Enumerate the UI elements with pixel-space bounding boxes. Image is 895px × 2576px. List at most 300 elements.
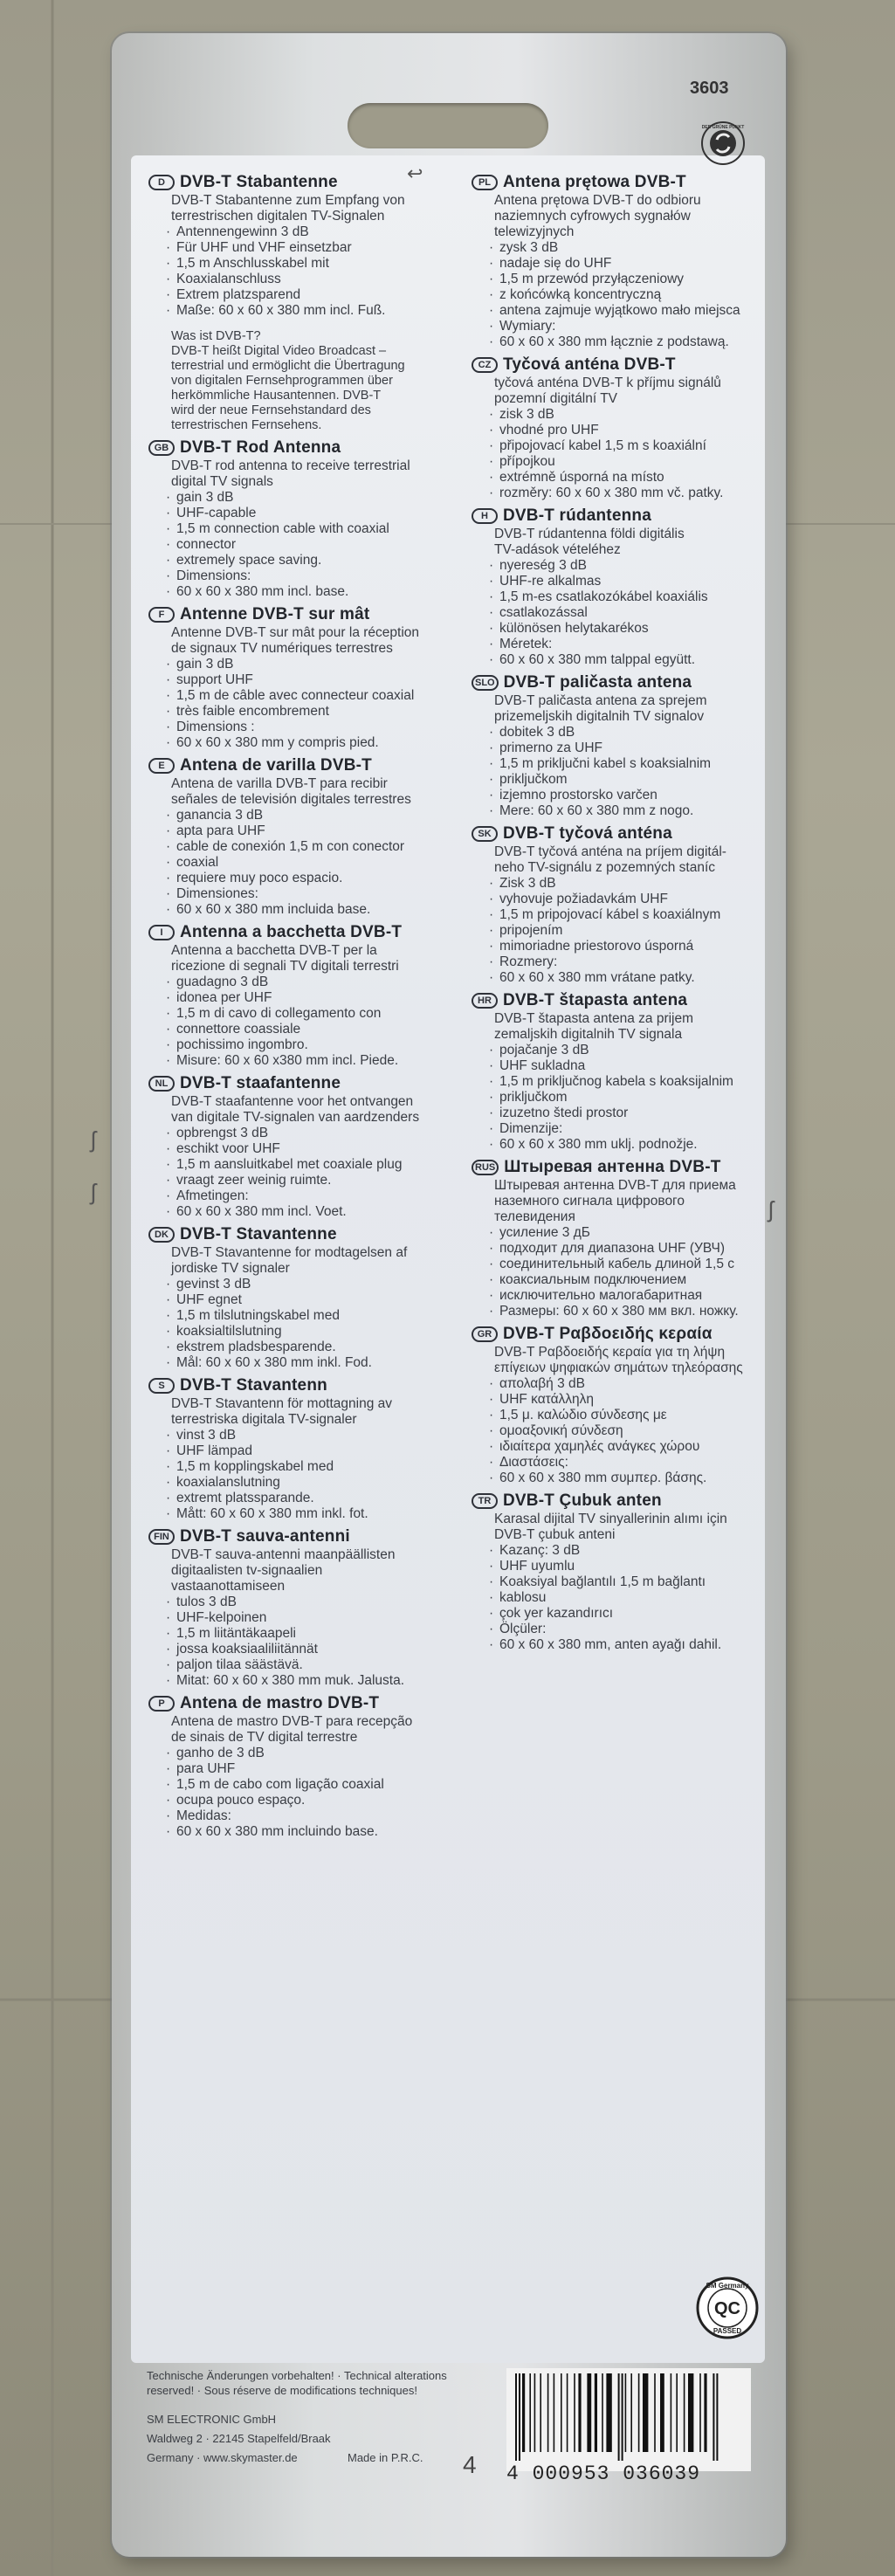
section-intro	[494, 1345, 777, 1376]
country-code-badge: RUS	[472, 1160, 499, 1175]
intro-line: DVB-T rúdantenna földi digitális	[494, 527, 685, 541]
intro-line: DVB-T štapasta antena za prijem	[494, 1011, 694, 1026]
intro-line: vastaanottamiseen	[171, 1579, 286, 1594]
company-name: SM ELECTRONIC GmbH	[147, 2413, 277, 2426]
feature-item: · 1,5 m connection cable with coaxial	[176, 521, 459, 537]
recycling-icon	[700, 121, 746, 166]
intro-line: telewizyjnych	[494, 224, 575, 239]
feature-list	[472, 558, 777, 668]
intro-line: naziemnych cyfrowych sygnałów	[494, 209, 691, 224]
feature-list	[148, 224, 459, 319]
feature-item: · ιδιαίτερα χαμηλές ανάγκες χώρου	[499, 1439, 777, 1455]
intro-line: neho TV-signálu z pozemných staníc	[494, 860, 716, 875]
language-section-gr	[472, 1325, 777, 1486]
barcode-bar	[574, 2373, 575, 2452]
intro-line: de sinais de TV digital terrestre	[171, 1730, 358, 1745]
intro-line: ricezione di segnali TV digitali terrestri	[171, 959, 399, 974]
feature-item: · mimoriadne priestorovo úsporná	[499, 939, 777, 954]
feature-item: · 60 x 60 x 380 mm łącznie z podstawą.	[499, 334, 777, 350]
country-code-badge: FIN	[148, 1529, 175, 1545]
feature-item: · nyereség 3 dB	[499, 558, 777, 574]
section-header	[148, 1074, 459, 1093]
feature-item: · 1,5 m priključnog kabela s koaksijalnim	[499, 1074, 777, 1090]
dvbt-explanation	[171, 329, 459, 433]
intro-line: Karasal dijital TV sinyallerinin alımı için	[494, 1512, 727, 1526]
feature-item: · paljon tilaa säästävä.	[176, 1657, 459, 1673]
section-title: Antena de varilla DVB-T	[180, 756, 372, 775]
feature-item: · Für UHF und VHF einsetzbar	[176, 240, 459, 256]
country-code-badge: P	[148, 1696, 175, 1712]
feature-item: · 1,5 m pripojovací kábel s koaxiálnym	[499, 907, 777, 923]
language-section-pl	[472, 173, 777, 350]
note-line: terrestrischen Fernsehens.	[171, 418, 322, 432]
feature-list	[472, 1543, 777, 1653]
feature-list	[148, 1277, 459, 1371]
section-title: Штыревая антенна DVB-T	[504, 1158, 721, 1176]
intro-line: телевидения	[494, 1209, 575, 1224]
feature-item: · extremt platssparande.	[176, 1491, 459, 1506]
feature-list	[148, 808, 459, 918]
svg-text:SM Germany: SM Germany	[706, 2282, 749, 2290]
section-intro	[494, 693, 777, 725]
section-header	[472, 173, 777, 192]
language-section-gb	[148, 438, 459, 600]
barcode-bar	[540, 2373, 541, 2452]
feature-item: · 60 x 60 x 380 mm incluida base.	[176, 902, 459, 918]
barcode-bar	[622, 2373, 623, 2461]
feature-item: · ekstrem pladsbesparende.	[176, 1340, 459, 1355]
section-title: DVB-T tyčová anténa	[503, 824, 672, 843]
company-country-web: Germany · www.skymaster.de	[147, 2451, 298, 2464]
feature-item: · rozměry: 60 x 60 x 380 mm vč. patky.	[499, 486, 777, 501]
language-section-f	[148, 605, 459, 751]
feature-list	[148, 1595, 459, 1689]
feature-item: · antena zajmuje wyjątkowo mało miejsca	[499, 303, 777, 319]
feature-item: · UHF-capable	[176, 506, 459, 521]
feature-item: · guadagno 3 dB	[176, 975, 459, 990]
feature-item: · Mått: 60 x 60 x 380 mm inkl. fot.	[176, 1506, 459, 1522]
barcode-bar	[716, 2373, 718, 2461]
feature-item: · nadaje się do UHF	[499, 256, 777, 272]
qc-passed-seal-icon	[695, 2276, 760, 2340]
hanger-clip-icon: ʃ	[91, 1126, 96, 1153]
country-code-badge: TR	[472, 1493, 498, 1509]
barcode-bar	[554, 2373, 555, 2452]
intro-line: DVB-T paličasta antena za sprejem	[494, 693, 707, 708]
feature-item: · pojačanje 3 dB	[499, 1043, 777, 1058]
barcode-bar	[515, 2373, 517, 2461]
country-code-badge: CZ	[472, 357, 498, 373]
language-section-rus	[472, 1158, 777, 1319]
section-title: DVB-T rúdantenna	[503, 506, 651, 525]
feature-item: · Dimenzije:	[499, 1121, 777, 1137]
feature-list	[472, 1225, 777, 1319]
feature-item: · Zisk 3 dB	[499, 876, 777, 892]
country-code-badge: F	[148, 607, 175, 623]
feature-item: · Rozmery:	[499, 954, 777, 970]
barcode-bar	[704, 2373, 706, 2452]
feature-list	[148, 1126, 459, 1220]
barcode-digits: 4 000953 036039	[506, 2462, 701, 2485]
barcode-bar	[595, 2373, 597, 2452]
country-code-badge: GB	[148, 440, 175, 456]
section-title: DVB-T Çubuk anten	[503, 1491, 662, 1510]
feature-item: · izuzetno štedi prostor	[499, 1105, 777, 1121]
feature-item: · Mitat: 60 x 60 x 380 mm muk. Jalusta.	[176, 1673, 459, 1689]
feature-item: · ocupa pouco espaço.	[176, 1793, 459, 1808]
intro-line: jordiske TV signaler	[171, 1261, 290, 1276]
section-header	[472, 355, 777, 375]
language-section-slo	[472, 673, 777, 819]
feature-list	[148, 975, 459, 1069]
country-code-badge: SK	[472, 826, 498, 842]
language-section-hr	[472, 991, 777, 1153]
feature-item: · çok yer kazandırıcı	[499, 1606, 777, 1622]
section-intro	[494, 375, 777, 407]
note-line: terrestrial und ermöglicht die Übertragung	[171, 359, 405, 373]
feature-item: · 1,5 m kopplingskabel med	[176, 1459, 459, 1475]
feature-item: · connettore coassiale	[176, 1022, 459, 1037]
country-code-badge: E	[148, 758, 175, 774]
feature-item: · 1,5 m priključni kabel s koaksialnim	[499, 756, 777, 772]
feature-item: · 1,5 m Anschlusskabel mit	[176, 256, 459, 272]
feature-item: · zisk 3 dB	[499, 407, 777, 423]
language-section-dk	[148, 1225, 459, 1371]
feature-item: · Размеры: 60 x 60 x 380 мм вкл. ножку.	[499, 1304, 777, 1319]
feature-item: · csatlakozással	[499, 605, 777, 621]
feature-item: · UHF-kelpoinen	[176, 1610, 459, 1626]
barcode-bar	[699, 2373, 701, 2452]
feature-item: · Extrem platzsparend	[176, 287, 459, 303]
feature-list	[148, 490, 459, 600]
feature-item: · opbrengst 3 dB	[176, 1126, 459, 1141]
intro-line: TV-adások vételéhez	[494, 542, 621, 557]
intro-line: pozemní digitální TV	[494, 391, 618, 406]
feature-item: · 60 x 60 x 380 mm incluindo base.	[176, 1824, 459, 1840]
language-section-cz	[472, 355, 777, 501]
country-code-badge: SLO	[472, 675, 499, 691]
barcode-bar	[625, 2373, 627, 2452]
feature-item: · cable de conexión 1,5 m con conector	[176, 839, 459, 855]
feature-item: · jossa koaksiaaliliitännät	[176, 1642, 459, 1657]
feature-item: · dobitek 3 dB	[499, 725, 777, 740]
feature-item: · 60 x 60 x 380 mm συμπερ. βάσης.	[499, 1471, 777, 1486]
barcode-bar	[587, 2373, 591, 2452]
intro-line: digital TV signals	[171, 474, 273, 489]
barcode-bar	[519, 2373, 520, 2461]
feature-item: · UHF lämpad	[176, 1443, 459, 1459]
right-language-column	[472, 173, 777, 1658]
barcode-bar	[561, 2373, 562, 2452]
feature-item: · ομοαξονική σύνδεση	[499, 1423, 777, 1439]
intro-line: Штыревая антенна DVB-T для приема	[494, 1178, 736, 1193]
section-intro	[171, 776, 459, 808]
intro-line: Antena prętowa DVB-T do odbioru	[494, 193, 701, 208]
section-intro	[494, 1512, 777, 1543]
feature-item: · Διαστάσεις:	[499, 1455, 777, 1471]
section-title: Antenne DVB-T sur mât	[180, 605, 370, 623]
note-line: von digitalen Fernsehprogrammen über	[171, 374, 393, 388]
feature-item: · 1,5 m liitäntäkaapeli	[176, 1626, 459, 1642]
section-header	[148, 438, 459, 458]
feature-list	[472, 1043, 777, 1153]
feature-item: · connector	[176, 537, 459, 553]
feature-item: · zysk 3 dB	[499, 240, 777, 256]
page-number: 4	[463, 2451, 477, 2478]
language-section-sk	[472, 824, 777, 986]
feature-list	[472, 407, 777, 501]
section-intro	[171, 1396, 459, 1428]
article-number: 3603	[690, 79, 729, 98]
feature-item: · vinst 3 dB	[176, 1428, 459, 1443]
note-line: herkömmliche Hausantennen. DVB-T	[171, 389, 382, 403]
feature-item: · UHF uyumlu	[499, 1559, 777, 1574]
section-intro	[171, 1547, 459, 1595]
feature-item: · vhodné pro UHF	[499, 423, 777, 438]
intro-line: prizemeljskih digitalnih TV signalov	[494, 709, 705, 724]
feature-item: · 1,5 m de câble avec connecteur coaxial	[176, 688, 459, 704]
hanger-clip-icon: ʃ	[768, 1196, 774, 1223]
section-header	[148, 1694, 459, 1713]
country-code-badge: DK	[148, 1227, 175, 1243]
feature-item: · gain 3 dB	[176, 657, 459, 672]
feature-item: · απολαβή 3 dB	[499, 1376, 777, 1392]
intro-line: Antena de mastro DVB-T para recepção	[171, 1714, 413, 1729]
language-section-e	[148, 756, 459, 918]
barcode-bar	[713, 2373, 714, 2461]
feature-item: · Dimensiones:	[176, 886, 459, 902]
section-title: DVB-T Rod Antenna	[180, 438, 341, 457]
barcode-bar	[618, 2373, 620, 2461]
intro-line: zemaljskih digitalnih TV signala	[494, 1027, 683, 1042]
section-intro	[494, 527, 777, 558]
country-code-badge: PL	[472, 175, 498, 190]
feature-item: · připojovací kabel 1,5 m s koaxiální	[499, 438, 777, 454]
section-title: DVB-T Ραβδοειδής κεραία	[503, 1325, 713, 1343]
barcode-bar	[638, 2373, 640, 2452]
feature-item: · 60 x 60 x 380 mm y compris pied.	[176, 735, 459, 751]
feature-item: · přípojkou	[499, 454, 777, 470]
feature-item: · eschikt voor UHF	[176, 1141, 459, 1157]
feature-item: · gain 3 dB	[176, 490, 459, 506]
section-header	[148, 1376, 459, 1395]
feature-item: · priključkom	[499, 772, 777, 788]
barcode-bar	[654, 2373, 656, 2452]
feature-item: · ganho de 3 dB	[176, 1746, 459, 1761]
section-title: Antena de mastro DVB-T	[180, 1694, 380, 1712]
intro-line: DVB-T rod antenna to receive terrestrial	[171, 458, 410, 473]
feature-item: · коаксиальным подключением	[499, 1272, 777, 1288]
feature-list	[472, 725, 777, 819]
barcode-bar	[547, 2373, 549, 2452]
feature-list	[472, 240, 777, 350]
feature-item: · tulos 3 dB	[176, 1595, 459, 1610]
feature-item: · Wymiary:	[499, 319, 777, 334]
feature-item: · Koaxialanschluss	[176, 272, 459, 287]
feature-item: · соединительный кабель длиной 1,5 с	[499, 1257, 777, 1272]
feature-item: · requiere muy poco espacio.	[176, 871, 459, 886]
feature-item: · izjemno prostorsko varčen	[499, 788, 777, 803]
feature-item: · UHF-re alkalmas	[499, 574, 777, 589]
intro-line: DVB-T tyčová anténa na príjem digitál-	[494, 844, 726, 859]
feature-item: · különösen helytakarékos	[499, 621, 777, 637]
feature-list	[148, 1428, 459, 1522]
intro-line: tyčová anténa DVB-T k příjmu signálů	[494, 375, 721, 390]
feature-item: · vyhovuje požiadavkám UHF	[499, 892, 777, 907]
feature-item: · 60 x 60 x 380 mm incl. Voet.	[176, 1204, 459, 1220]
feature-item: · z końcówką koncentryczną	[499, 287, 777, 303]
section-intro	[171, 1094, 459, 1126]
feature-item: · Méretek:	[499, 637, 777, 652]
barcode-bar	[534, 2373, 536, 2452]
left-language-column	[148, 173, 459, 1845]
note-line: wird der neue Fernsehstandard des	[171, 403, 371, 417]
intro-line: van digitale TV-signalen van aardzenders	[171, 1110, 420, 1125]
language-section-tr	[472, 1491, 777, 1653]
intro-line: DVB-T Ραβδοειδής κεραία για τη λήψη	[494, 1345, 726, 1360]
barcode-bar	[578, 2373, 581, 2452]
feature-list	[148, 657, 459, 751]
feature-item: · apta para UHF	[176, 823, 459, 839]
barcode-bar	[567, 2373, 568, 2452]
country-code-badge: I	[148, 925, 175, 940]
feature-item: · 1,5 m-es csatlakozókábel koaxiális	[499, 589, 777, 605]
feature-item: · coaxial	[176, 855, 459, 871]
country-code-badge: H	[472, 508, 498, 524]
intro-line: Antena de varilla DVB-T para recibir	[171, 776, 388, 791]
section-title: DVB-T sauva-antenni	[180, 1527, 350, 1546]
barcode-bar	[529, 2373, 531, 2452]
section-intro	[171, 458, 459, 490]
feature-item: · 60 x 60 x 380 mm incl. base.	[176, 584, 459, 600]
country-code-badge: NL	[148, 1076, 175, 1092]
section-title: DVB-T staafantenne	[180, 1074, 341, 1092]
feature-item: · Dimensions :	[176, 720, 459, 735]
section-title: DVB-T Stavantenne	[180, 1225, 337, 1243]
barcode-bar	[602, 2373, 603, 2452]
company-address: Waldweg 2 · 22145 Stapelfeld/Braak	[147, 2432, 331, 2445]
country-code-badge: HR	[472, 993, 498, 1009]
section-title: DVB-T Stabantenne	[180, 173, 338, 191]
feature-item: · Dimensions:	[176, 568, 459, 584]
svg-text:DER GRÜNE PUNKT: DER GRÜNE PUNKT	[701, 125, 745, 130]
intro-line: Antenna a bacchetta DVB-T per la	[171, 943, 377, 958]
barcode-bar	[522, 2373, 525, 2452]
feature-item: · koaksialtilslutning	[176, 1324, 459, 1340]
language-section-fin	[148, 1527, 459, 1689]
feature-item: · idonea per UHF	[176, 990, 459, 1006]
feature-item: · pochissimo ingombro.	[176, 1037, 459, 1053]
barcode-bar	[643, 2373, 648, 2452]
barcode-bar	[606, 2373, 611, 2452]
feature-item: · Kazanç: 3 dB	[499, 1543, 777, 1559]
barcode	[506, 2368, 751, 2471]
intro-line: DVB-T staafantenne voor het ontvangen	[171, 1094, 414, 1109]
feature-item: · Medidas:	[176, 1808, 459, 1824]
intro-line: terrestriska digitala TV-signaler	[171, 1412, 357, 1427]
feature-item: · 1,5 m przewód przyłączeniowy	[499, 272, 777, 287]
section-header	[148, 1527, 459, 1546]
section-header	[148, 1225, 459, 1244]
section-intro	[494, 1011, 777, 1043]
language-section-i	[148, 923, 459, 1069]
feature-item: · 1,5 m de cabo com ligação coaxial	[176, 1777, 459, 1793]
feature-item: · 60 x 60 x 380 mm talppal együtt.	[499, 652, 777, 668]
feature-item: · pripojením	[499, 923, 777, 939]
feature-item: · UHF κατάλληλη	[499, 1392, 777, 1408]
language-section-s	[148, 1376, 459, 1522]
feature-item: · 60 x 60 x 380 mm vrátane patky.	[499, 970, 777, 986]
feature-item: · 60 x 60 x 380 mm uklj. podnožje.	[499, 1137, 777, 1153]
country-code-badge: D	[148, 175, 175, 190]
section-header	[472, 1325, 777, 1344]
section-intro	[171, 943, 459, 975]
note-line: Was ist DVB-T?	[171, 329, 261, 343]
feature-item: · UHF egnet	[176, 1292, 459, 1308]
intro-line: DVB-T Stavantenne for modtagelsen af	[171, 1245, 408, 1260]
section-intro	[171, 193, 459, 224]
intro-line: digitaalisten tv-signaalien	[171, 1563, 323, 1578]
feature-item: · priključkom	[499, 1090, 777, 1105]
section-title: Antenna a bacchetta DVB-T	[180, 923, 403, 941]
language-section-p	[148, 1694, 459, 1840]
section-intro	[171, 1245, 459, 1277]
feature-list	[148, 1746, 459, 1840]
note-line: DVB-T heißt Digital Video Broadcast –	[171, 344, 387, 358]
section-intro	[494, 193, 777, 240]
section-title: DVB-T paličasta antena	[503, 673, 692, 692]
intro-line: DVB-T çubuk anteni	[494, 1527, 616, 1542]
feature-item: · Misure: 60 x 60 x380 mm incl. Piede.	[176, 1053, 459, 1069]
section-title: DVB-T štapasta antena	[503, 991, 688, 1009]
country-code-badge: GR	[472, 1326, 498, 1342]
section-intro	[171, 625, 459, 657]
feature-item: · 60 x 60 x 380 mm, anten ayağı dahil.	[499, 1637, 777, 1653]
section-header	[472, 1158, 777, 1177]
feature-item: · kablosu	[499, 1590, 777, 1606]
intro-line: señales de televisión digitales terrestres	[171, 792, 411, 807]
hanger-clip-icon: ʃ	[91, 1179, 96, 1205]
language-section-nl	[148, 1074, 459, 1220]
svg-text:QC: QC	[714, 2299, 740, 2318]
feature-item: · Mål: 60 x 60 x 380 mm inkl. Fod.	[176, 1355, 459, 1371]
svg-text:PASSED: PASSED	[713, 2327, 742, 2335]
country-code-badge: S	[148, 1378, 175, 1394]
language-section-h	[472, 506, 777, 668]
feature-item: · исключительно малогабаритная	[499, 1288, 777, 1304]
section-header	[148, 605, 459, 624]
feature-item: · Maße: 60 x 60 x 380 mm incl. Fuß.	[176, 303, 459, 319]
feature-item: · extrémně úsporná na místo	[499, 470, 777, 486]
section-title: Antena prętowa DVB-T	[503, 173, 686, 191]
made-in-label: Made in P.R.C.	[348, 2451, 423, 2464]
feature-item: · 1,5 m aansluitkabel met coaxiale plug	[176, 1157, 459, 1173]
section-intro	[494, 844, 777, 876]
feature-item: · vraagt zeer weinig ruimte.	[176, 1173, 459, 1188]
feature-list	[472, 1376, 777, 1486]
feature-item: · UHF sukladna	[499, 1058, 777, 1074]
feature-item: · Afmetingen:	[176, 1188, 459, 1204]
feature-item: · extremely space saving.	[176, 553, 459, 568]
footer-disclaimer-line-2: reserved! · Sous réserve de modifications techniques!	[147, 2384, 417, 2397]
section-header	[472, 991, 777, 1010]
feature-item: · 1,5 μ. καλώδιο σύνδεσης με	[499, 1408, 777, 1423]
feature-item: · très faible encombrement	[176, 704, 459, 720]
section-header	[148, 923, 459, 942]
intro-line: DVB-T Stabantenne zum Empfang von	[171, 193, 405, 208]
intro-line: DVB-T sauva-antenni maanpäällisten	[171, 1547, 396, 1562]
section-header	[472, 673, 777, 692]
